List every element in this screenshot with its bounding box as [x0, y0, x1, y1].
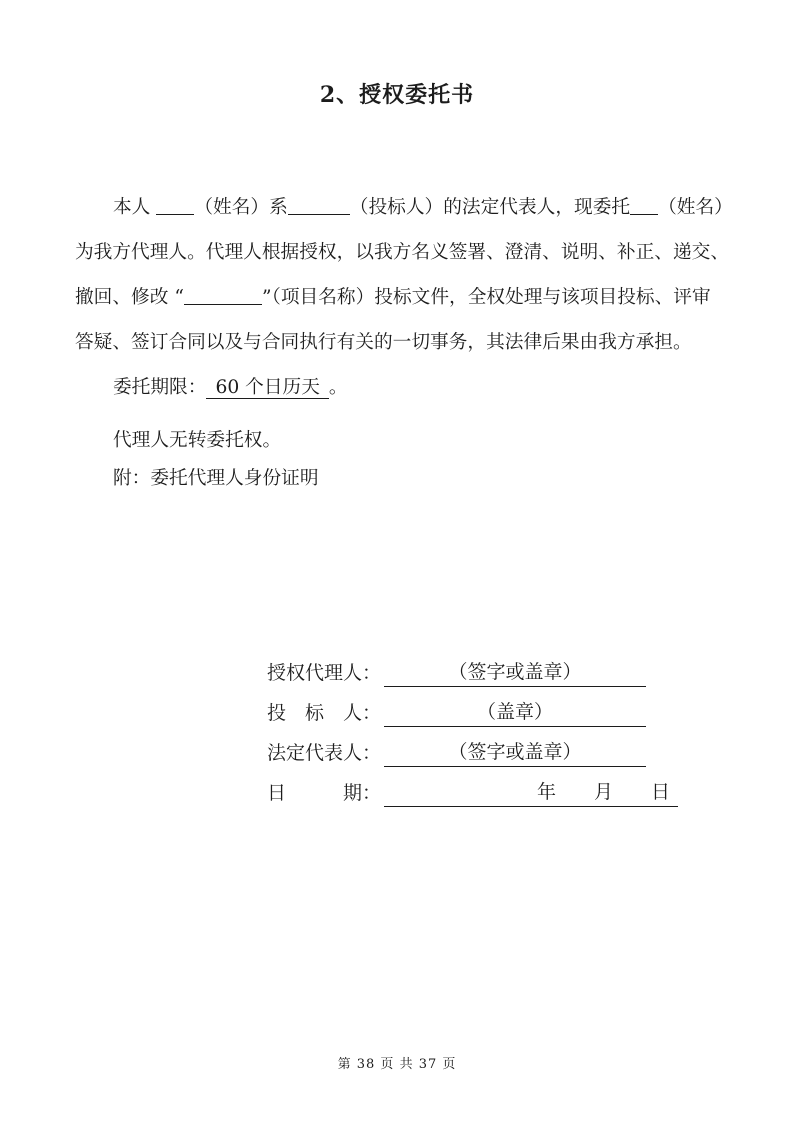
line1-text-1: 本人 [113, 197, 157, 218]
legal-representative-line-hint: （签字或盖章） [448, 741, 582, 763]
line1-text-4: （姓名） [658, 197, 733, 218]
paragraph-line-3 [75, 275, 764, 320]
date-label: 日 期： [267, 782, 382, 804]
date-row [267, 767, 678, 807]
no-subdelegation-line: 代理人无转委托权。 [113, 430, 282, 451]
entrust-period-value: 60 个日历天 [206, 377, 328, 399]
body-paragraph [75, 185, 764, 494]
line1-text-2: （姓名）系 [194, 197, 288, 218]
bidder-signature-line [384, 697, 646, 727]
paragraph-line-1 [75, 185, 764, 230]
bidder-signature-row [267, 687, 678, 727]
legal-representative-label: 法定代表人： [267, 742, 382, 764]
signature-block [267, 647, 678, 807]
paragraph-line-4: 答疑、签订合同以及与合同执行有关的一切事务，其法律后果由我方承担。 [75, 332, 692, 353]
authorized-agent-label: 授权代理人： [267, 662, 382, 684]
entrust-period-line [75, 365, 764, 410]
attachment-line: 附：委托代理人身份证明 [113, 468, 319, 489]
authorized-agent-line-hint: （签字或盖章） [448, 661, 582, 683]
line1-text-3: （投标人）的法定代表人，现委托 [349, 197, 631, 218]
authorized-agent-signature-line [384, 657, 646, 687]
line3-text-1: 撤回、修改 “ [75, 287, 184, 308]
entrust-period-label: 委托期限： [113, 377, 207, 398]
page-number-footer: 第 38 页 共 37 页 [337, 1057, 457, 1072]
bidder-line-hint: （盖章） [476, 701, 553, 723]
date-line [384, 777, 678, 807]
legal-representative-signature-line [384, 737, 646, 767]
agent-name-blank-field [630, 195, 658, 215]
line3-text-2: ”（项目名称）投标文件，全权处理与该项目投标、评审 [261, 287, 711, 308]
legal-representative-signature-row [267, 727, 678, 767]
entrust-period-suffix: 。 [328, 377, 348, 398]
bidder-label: 投 标 人： [267, 702, 382, 724]
bidder-name-blank-field [288, 195, 350, 215]
paragraph-line-2: 为我方代理人。代理人根据授权，以我方名义签署、澄清、说明、补正、递交、 [75, 242, 730, 263]
project-name-blank-field [184, 285, 262, 305]
principal-name-blank-field [156, 195, 194, 215]
authorized-agent-signature-row [267, 647, 678, 687]
date-year-month-day-hint: 年 月 日 [536, 781, 670, 803]
page-title: 2、授权委托书 [319, 82, 475, 108]
